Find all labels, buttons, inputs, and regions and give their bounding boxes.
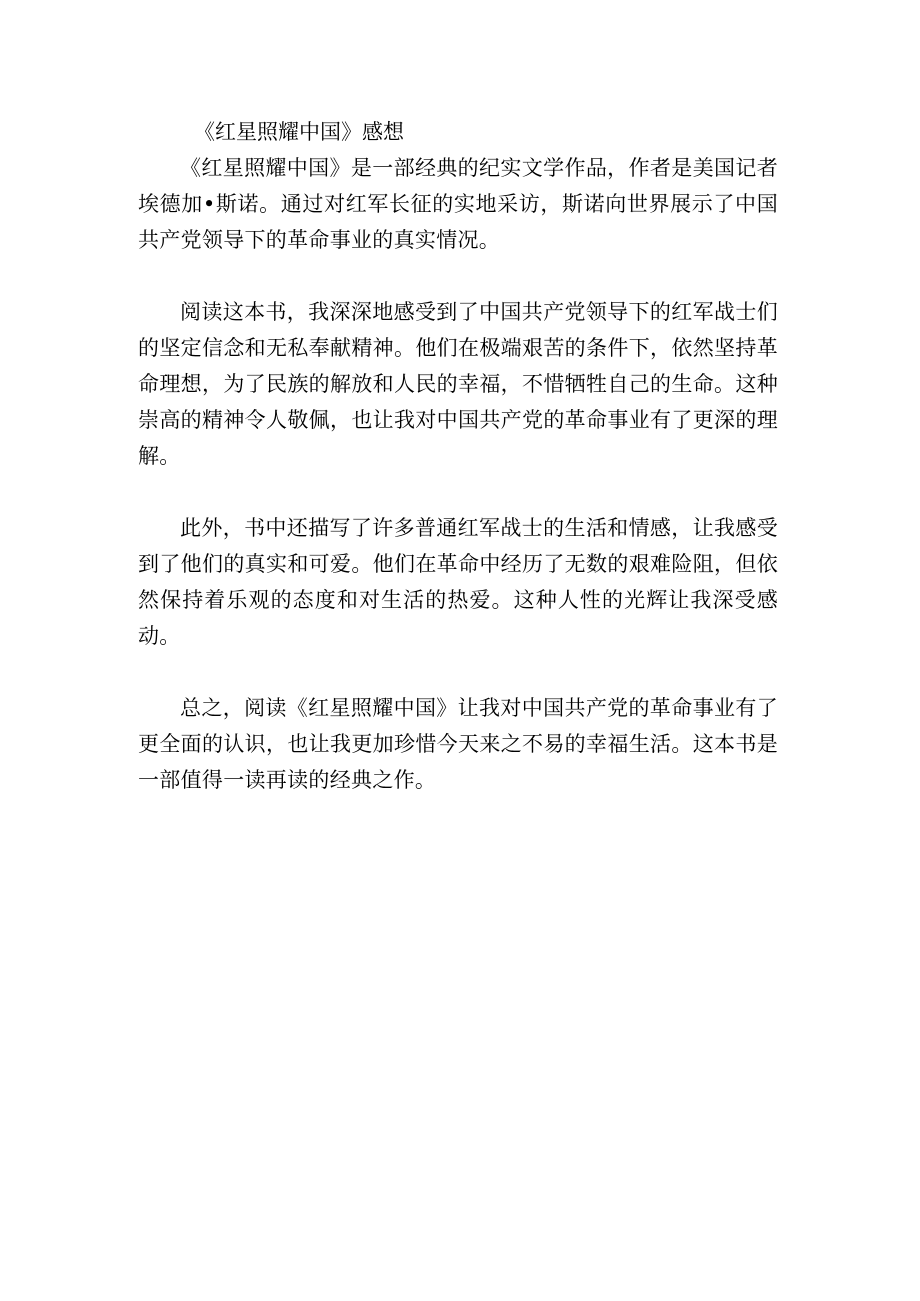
document-body — [138, 114, 778, 798]
paragraph-conclusion: 总之，阅读《红星照耀中国》让我对中国共产党的革命事业有了更全面的认识，也让我更加珍惜今天来之不易的幸福生活。这本书是一部值得一读再读的经典之作。 — [138, 696, 778, 792]
paragraph-intro: 《红星照耀中国》是一部经典的纪实文学作品，作者是美国记者埃德加•斯诺。通过对红军长征的实地采访，斯诺向世界展示了中国共产党领导下的革命事业的真实情况。 — [138, 156, 778, 252]
paragraph-reading-impression: 阅读这本书，我深深地感受到了中国共产党领导下的红军战士们的坚定信念和无私奉献精神。他们在极端艰苦的条件下，依然坚持革命理想，为了民族的解放和人民的幸福，不惜牺牲自己的生命。这种崇高的精神令人敬佩，也让我对中国共产党的革命事业有了更深的理解。 — [138, 300, 778, 468]
document-title: 《红星照耀中国》感想 — [194, 120, 404, 144]
paragraph-soldiers-life: 此外，书中还描写了许多普通红军战士的生活和情感，让我感受到了他们的真实和可爱。他们在革命中经历了无数的艰难险阻，但依然保持着乐观的态度和对生活的热爱。这种人性的光辉让我深受感动。 — [138, 516, 778, 648]
